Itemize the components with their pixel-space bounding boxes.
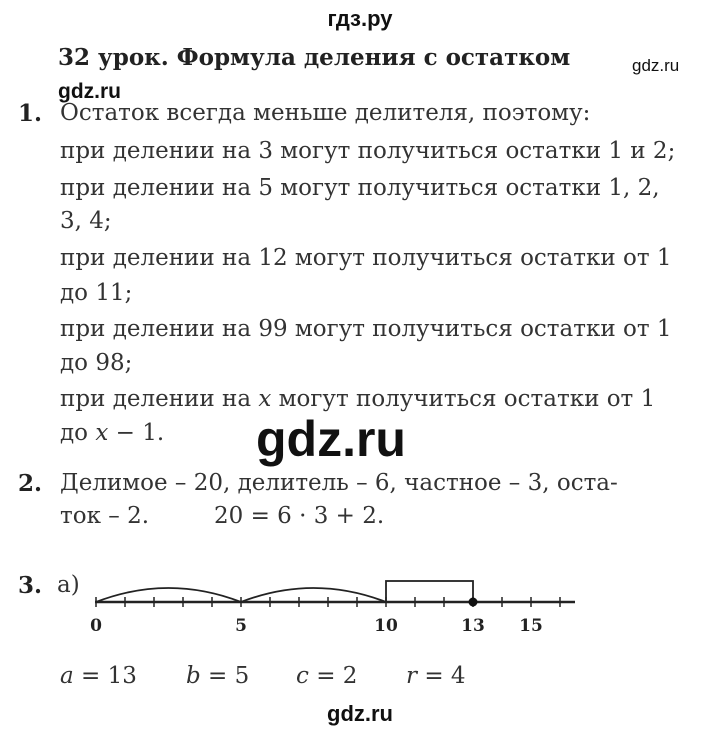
task-2-formula: 20 = 6 · 3 + 2. (214, 503, 385, 529)
result-c: c = 2 (296, 663, 358, 689)
number-line-label: 13 (461, 616, 485, 636)
number-line-arc (96, 588, 241, 602)
task-2-line: Делимое – 20, делитель – 6, частное – 3, оста- (60, 470, 618, 496)
bottom-site-watermark: gdz.ru (327, 701, 393, 726)
result-r: r = 4 (406, 663, 466, 689)
task-3-part: а) (57, 572, 80, 598)
task-1-line: 3, 4; (60, 208, 112, 234)
task-1-line: Остаток всегда меньше делителя, поэтому: (60, 100, 591, 126)
result-a: a = 13 (60, 663, 137, 689)
task-1-line: при делении на 5 могут получиться остатки 1, 2, (60, 175, 660, 201)
x-variable: x (258, 386, 272, 412)
task-1-line: до 11; (60, 280, 133, 306)
task-1-line: до 98; (60, 350, 133, 376)
task-1-line: при делении на 12 могут получиться остатки от 1 (60, 245, 672, 271)
number-line-label: 10 (374, 616, 398, 636)
watermark-big: gdz.ru (256, 411, 406, 467)
task-2-line: ток – 2. (60, 503, 150, 529)
last-prefix: до (60, 420, 96, 446)
task-1-line: при делении на 3 могут получиться остатки 1 и 2; (60, 138, 676, 164)
number-line-point (469, 598, 478, 607)
last-suffix: − 1. (108, 420, 165, 446)
top-site-watermark: гдз.ру (327, 6, 393, 31)
task-2-number: 2. (18, 470, 43, 497)
watermark-right: gdz.ru (632, 56, 680, 75)
number-line-label: 5 (235, 616, 247, 636)
x-variable: x (95, 420, 109, 446)
number-line-label: 0 (90, 616, 102, 636)
task-1-line: при делении на 99 могут получиться остатки от 1 (60, 316, 672, 342)
x-line-before: при делении на (60, 386, 259, 412)
x-line-after: могут получиться остатки от 1 (271, 386, 656, 412)
number-line-label: 15 (519, 616, 543, 636)
number-line-arc (241, 588, 386, 602)
task-1-number: 1. (18, 100, 43, 127)
task-3-number: 3. (18, 572, 43, 599)
result-b: b = 5 (186, 663, 250, 689)
watermark-small: gdz.ru (58, 80, 121, 103)
interval-box (386, 581, 473, 602)
page-title: 32 урок. Формула деления с остатком (58, 44, 571, 71)
